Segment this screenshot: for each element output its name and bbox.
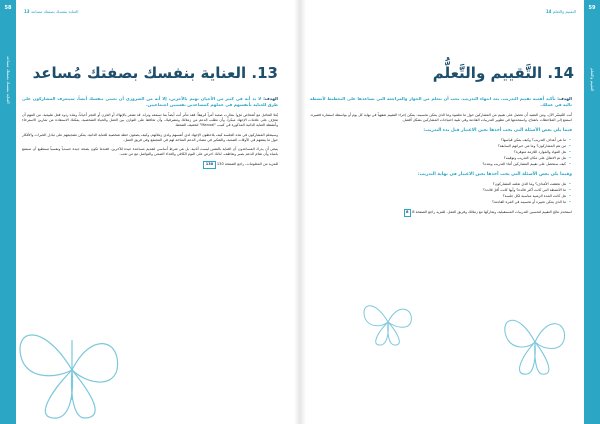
right-intro — [310, 96, 572, 108]
left-side-label: العناية بنفسك بصفتك مساعد — [6, 56, 11, 104]
list-item: • هل تم الاتفاق على مكان التدريب وتوقيته؟ — [310, 155, 566, 161]
left-page-number: 58 — [4, 5, 12, 11]
left-reference-line — [22, 161, 278, 168]
right-closing-line — [310, 209, 572, 216]
list-item: • ما الأنشطة التي كانت أكثر فائدة؟ وأيها كانت أقل فائدة؟ — [310, 187, 566, 193]
list-item: • هل تحققت الأهداف؟ وما الذي تعلمه المشاركون؟ — [310, 181, 566, 187]
right-subheading-before: فيما يلي بعض الأسئلة التي يجب أخذها بعين الاعتبار قبل بدء التدريب: — [423, 128, 572, 134]
butterfly-icon — [500, 300, 570, 380]
left-running-header — [24, 9, 79, 14]
list-item: • ما هي أهداف التدريب؟ وكيف يمكن قياسها؟ — [310, 137, 566, 143]
left-intro-label: الهدف: — [263, 96, 278, 101]
right-side-label: التقييم والتعلم — [590, 68, 595, 92]
right-paragraph: أنت المُيسِّر الآن، ومن المفيد أن تحصل على تقييم من المشاركين حول ما تعلموه وما الذي يمكن تحسينه. يمكن إجراء التقييم شفهياً في نهاية كل يوم أو بواسطة استمارة قصيرة. استمع إلى الملاحظات بانفتاح، واستخدمها في تطوير التدريبات القادمة وفي تلبية احتياجات المشاركين بشكل أفضل. — [310, 113, 572, 123]
left-paragraph: يُعدّ التعامل مع أشخاص مرّوا بتجارب صعبة أمراً مُرهِقاً؛ فقد تتأثر أنت أيضاً بما تسمعه وتراه. قد تشعر بالإنهاك أو الحزن أو العجز أحياناً، وهذه ردود فعل طبيعية. من المهم أن تتعرّف على علامات الإجهاد مبكراً، وأن تطلب الدعم من زملائك ومشرفيك، وأن تحافظ على التوازن بين العمل والحياة الشخصية. يمكنك الاستفادة من تمارين الاسترخاء وأنشطة العناية الذاتية المذكورة في كتيب "Manual" لتخفيف الضغط. — [22, 113, 278, 128]
left-paragraph: ينبغي أن يدرك المساعدون أن العناية بالنفس ليست أنانية، بل هي شرط أساسي لتقديم مساعدة جيدة للآخرين. فعندما تكون بصحة جيدة جسدياً ونفسياً تستطيع أن تستمع بانتباه وأن تقدّم الدعم بصبر وتعاطف. لذلك احرص على النوم الكافي والغذاء الصحي والتواصل مع من تحب. — [22, 147, 278, 157]
list-item: • هل المواد والموارد اللازمة متوفرة؟ — [310, 149, 566, 155]
butterfly-icon — [12, 300, 132, 424]
list-item: • هل كانت المدة الزمنية مناسبة لكل جلسة؟ — [310, 193, 566, 199]
left-intro-text: لا بد أنه في كثير من الأحيان تهتم بالآخرين، إلا أنه من الضروري أن تعتني بنفسك أيضاً. سيتعرف المشاركون على طرق للعناية بأنفسهم في عملهم كمساعدين نفسيين اجتماعيين. — [22, 96, 278, 107]
right-page-number: 59 — [588, 5, 596, 11]
right-header-number: 14 — [545, 9, 552, 14]
right-page — [300, 0, 600, 424]
list-item: • من هم المشاركون؟ وما هي خبراتهم السابقة؟ — [310, 143, 566, 149]
right-page-reference[interactable]: 8 — [404, 209, 412, 216]
right-side-tab — [584, 0, 600, 424]
questions-before-list — [310, 137, 572, 167]
list-item: • ما الذي يمكن تغييره أو تحسينه في المرة القادمة؟ — [310, 199, 566, 205]
left-paragraph: وسيتعلم المشاركون في هذه الجلسة كيف يلاحظون الإجهاد لدى أنفسهم ولدى زملائهم، وكيف يضعون خطة شخصية للعناية الذاتية. يمكن تشجيعهم على تبادل الخبرات والأفكار حول ما ينفعهم في الأوقات الصعبة، والتفكير في مصادر الدعم المتاحة لهم في المجتمع وفي فريق العمل. — [22, 132, 278, 142]
left-header-section: العناية بنفسك بصفتك مساعد — [30, 9, 79, 14]
right-closing-text: استخدم نتائج التقييم لتحسين التدريبات المستقبلية، وشاركها مع زملائك وفريق العمل. للمزيد راجع الصفحة 8 — [412, 210, 572, 215]
list-item: • كيف ستحصل على تقييم المشاركين أثناء التدريب وبعده؟ — [310, 161, 566, 167]
left-page-reference[interactable]: 130 — [203, 161, 216, 168]
right-running-header — [546, 9, 576, 14]
left-header-number: 13 — [24, 9, 30, 14]
left-content — [22, 96, 278, 173]
left-page-title: 13. العناية بنفسك بصفتك مُساعد — [32, 64, 278, 82]
butterfly-icon — [360, 290, 416, 350]
questions-after-list — [310, 181, 572, 205]
right-intro-label: الهدف: — [557, 96, 572, 101]
right-page-title: 14. التَّقييم والتَّعلُّم — [432, 64, 574, 82]
right-header-section: التقييم والتعلم — [552, 9, 576, 14]
right-intro-text: تأكيد أهمية تقييم التدريب. بعد انتهاء التدريب، يجب أن تتعلم من الحوار والمراجعة التي تساعدها على التخطيط لأنشطة تالية في عملك. — [310, 96, 572, 107]
left-reference-text: للمزيد من المعلومات، راجع الصفحة 130 — [216, 162, 278, 167]
right-content — [310, 96, 572, 221]
right-subheading-after: وفيما يلي بعض الأسئلة التي يجب أخذها بعين الاعتبار في نهاية التدريب: — [417, 172, 572, 178]
left-intro — [22, 96, 278, 108]
book-gutter — [294, 0, 306, 424]
